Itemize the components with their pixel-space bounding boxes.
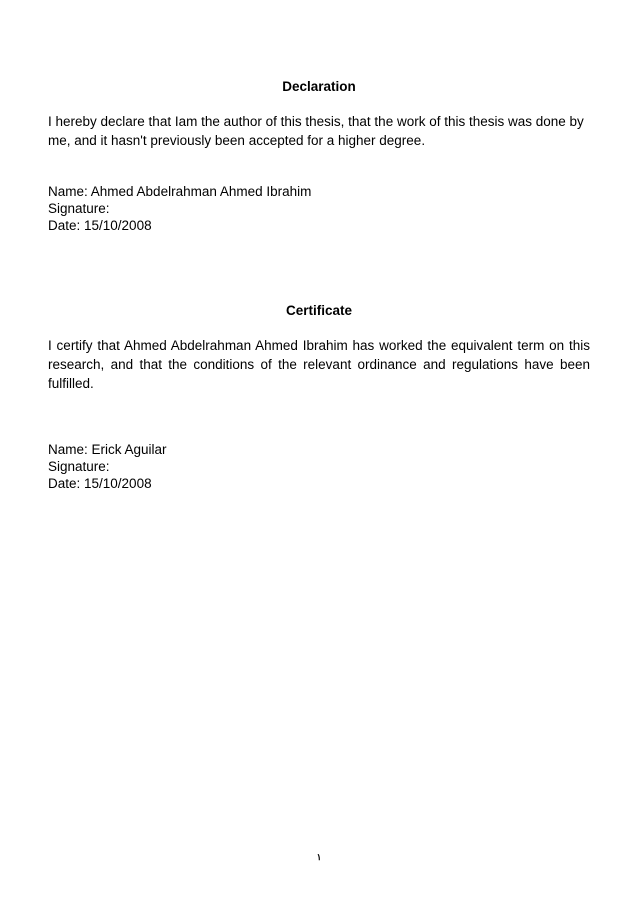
declaration-body: I hereby declare that Iam the author of this thesis, that the work of this thesis was done by me, and it hasn't previously been accepted for a higher degree. <box>48 114 584 148</box>
page-number: ١ <box>316 852 322 862</box>
certificate-info <box>48 441 590 492</box>
certificate-body: I certify that Ahmed Abdelrahman Ahmed Ibrahim has worked the equivalent term on this research, and that the conditions of the relevant ordinance and regulations have been fulfilled. <box>48 338 590 391</box>
declaration-heading: Declaration <box>282 79 356 94</box>
certificate-signature: Signature: <box>48 459 110 474</box>
declaration-date: Date: 15/10/2008 <box>48 218 152 233</box>
declaration-name: Name: Ahmed Abdelrahman Ahmed Ibrahim <box>48 184 312 199</box>
certificate-heading: Certificate <box>285 303 353 318</box>
certificate-name: Name: Erick Aguilar <box>48 442 167 457</box>
declaration-info <box>48 183 590 234</box>
declaration-signature: Signature: <box>48 201 110 216</box>
certificate-date: Date: 15/10/2008 <box>48 476 152 491</box>
